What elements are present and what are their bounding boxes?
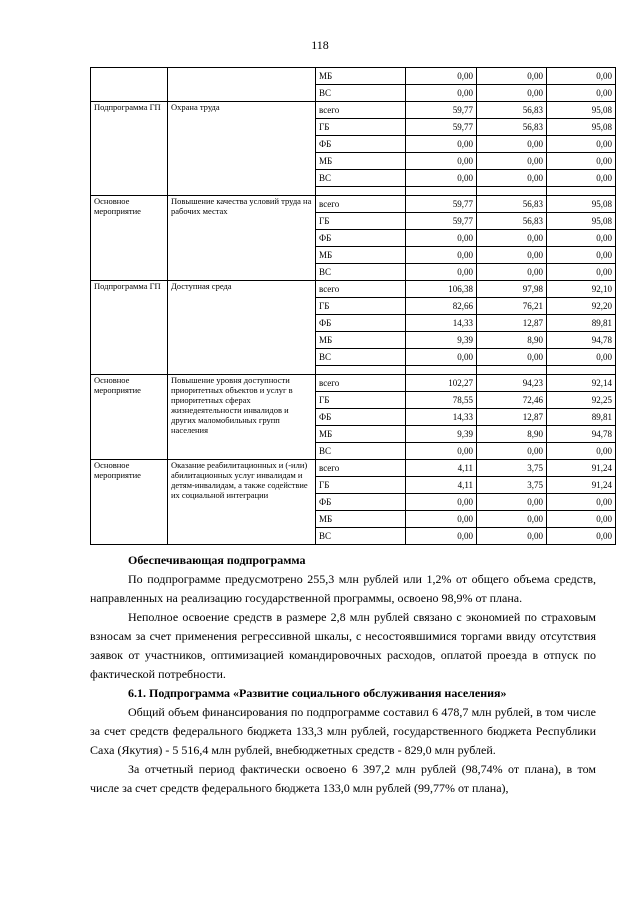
percent-cell: 92,14 bbox=[547, 375, 616, 392]
table-row bbox=[91, 375, 616, 392]
empty-cell bbox=[477, 187, 547, 196]
plan-value-cell: 0,00 bbox=[406, 528, 477, 545]
funding-source-cell: ФБ bbox=[316, 136, 406, 153]
percent-cell: 92,20 bbox=[547, 298, 616, 315]
percent-cell: 95,08 bbox=[547, 196, 616, 213]
plan-value-cell: 59,77 bbox=[406, 102, 477, 119]
percent-cell: 95,08 bbox=[547, 213, 616, 230]
paragraph-2: Неполное освоение средств в размере 2,8 млн рублей связано с экономией по страховым взносам за счет применения регрессивной шкалы, с несостоявшимися торгами ввиду отсутствия заявок от участников, оптимизацией командировочных расходов, оплатой проезда в отпуск по фактической потребности. bbox=[90, 610, 596, 681]
percent-cell: 0,00 bbox=[547, 247, 616, 264]
percent-cell: 0,00 bbox=[547, 153, 616, 170]
table-row bbox=[91, 102, 616, 119]
funding-source-cell: ФБ bbox=[316, 230, 406, 247]
plan-value-cell: 106,38 bbox=[406, 281, 477, 298]
funding-source-cell: всего bbox=[316, 196, 406, 213]
plan-value-cell: 4,11 bbox=[406, 460, 477, 477]
section-6-1-heading: 6.1. Подпрограмма «Развитие социального обслуживания населения» bbox=[128, 686, 507, 700]
percent-cell: 94,78 bbox=[547, 426, 616, 443]
funding-source-cell: ФБ bbox=[316, 409, 406, 426]
plan-value-cell: 0,00 bbox=[406, 443, 477, 460]
funding-source-cell: ФБ bbox=[316, 494, 406, 511]
percent-cell: 0,00 bbox=[547, 264, 616, 281]
actual-value-cell: 8,90 bbox=[477, 426, 547, 443]
actual-value-cell: 0,00 bbox=[477, 68, 547, 85]
percent-cell: 0,00 bbox=[547, 68, 616, 85]
percent-cell: 0,00 bbox=[547, 349, 616, 366]
percent-cell: 92,10 bbox=[547, 281, 616, 298]
funding-source-cell: МБ bbox=[316, 153, 406, 170]
empty-cell bbox=[406, 187, 477, 196]
plan-value-cell: 0,00 bbox=[406, 349, 477, 366]
plan-value-cell: 82,66 bbox=[406, 298, 477, 315]
empty-cell bbox=[547, 187, 616, 196]
table-row bbox=[91, 196, 616, 213]
empty-cell bbox=[477, 366, 547, 375]
program-type-cell: Основное мероприятие bbox=[91, 460, 168, 545]
program-type-cell: Основное мероприятие bbox=[91, 196, 168, 281]
plan-value-cell: 0,00 bbox=[406, 170, 477, 187]
actual-value-cell: 94,23 bbox=[477, 375, 547, 392]
actual-value-cell: 3,75 bbox=[477, 477, 547, 494]
actual-value-cell: 0,00 bbox=[477, 528, 547, 545]
funding-source-cell: ГБ bbox=[316, 392, 406, 409]
percent-cell: 0,00 bbox=[547, 170, 616, 187]
percent-cell: 95,08 bbox=[547, 102, 616, 119]
actual-value-cell: 0,00 bbox=[477, 170, 547, 187]
plan-value-cell: 0,00 bbox=[406, 136, 477, 153]
program-name-cell bbox=[168, 68, 316, 102]
empty-cell bbox=[316, 187, 406, 196]
plan-value-cell: 9,39 bbox=[406, 426, 477, 443]
funding-source-cell: ГБ bbox=[316, 298, 406, 315]
actual-value-cell: 12,87 bbox=[477, 409, 547, 426]
funding-source-cell: ВС bbox=[316, 264, 406, 281]
funding-source-cell: ВС bbox=[316, 443, 406, 460]
funding-source-cell: всего bbox=[316, 281, 406, 298]
actual-value-cell: 0,00 bbox=[477, 247, 547, 264]
program-name-cell: Оказание реабилитационных и (-или) абилитационных услуг инвалидам и детям-инвалидам, а также содействие их социальной интеграции bbox=[168, 460, 316, 545]
plan-value-cell: 0,00 bbox=[406, 230, 477, 247]
percent-cell: 0,00 bbox=[547, 443, 616, 460]
funding-source-cell: ГБ bbox=[316, 119, 406, 136]
funding-source-cell: ФБ bbox=[316, 315, 406, 332]
percent-cell: 0,00 bbox=[547, 528, 616, 545]
plan-value-cell: 14,33 bbox=[406, 315, 477, 332]
plan-value-cell: 4,11 bbox=[406, 477, 477, 494]
program-name-cell: Охрана труда bbox=[168, 102, 316, 196]
actual-value-cell: 0,00 bbox=[477, 511, 547, 528]
percent-cell: 0,00 bbox=[547, 494, 616, 511]
actual-value-cell: 56,83 bbox=[477, 196, 547, 213]
percent-cell: 89,81 bbox=[547, 409, 616, 426]
funding-source-cell: всего bbox=[316, 460, 406, 477]
actual-value-cell: 3,75 bbox=[477, 460, 547, 477]
plan-value-cell: 0,00 bbox=[406, 264, 477, 281]
percent-cell: 95,08 bbox=[547, 119, 616, 136]
plan-value-cell: 0,00 bbox=[406, 511, 477, 528]
funding-source-cell: ГБ bbox=[316, 477, 406, 494]
actual-value-cell: 0,00 bbox=[477, 230, 547, 247]
plan-value-cell: 59,77 bbox=[406, 196, 477, 213]
table-row bbox=[91, 460, 616, 477]
funding-source-cell: ГБ bbox=[316, 213, 406, 230]
actual-value-cell: 0,00 bbox=[477, 349, 547, 366]
empty-cell bbox=[406, 366, 477, 375]
plan-value-cell: 14,33 bbox=[406, 409, 477, 426]
funding-source-cell: МБ bbox=[316, 332, 406, 349]
percent-cell: 0,00 bbox=[547, 230, 616, 247]
program-name-cell: Повышение качества условий труда на рабочих местах bbox=[168, 196, 316, 281]
plan-value-cell: 9,39 bbox=[406, 332, 477, 349]
actual-value-cell: 12,87 bbox=[477, 315, 547, 332]
percent-cell: 0,00 bbox=[547, 136, 616, 153]
empty-cell bbox=[316, 366, 406, 375]
actual-value-cell: 0,00 bbox=[477, 136, 547, 153]
actual-value-cell: 0,00 bbox=[477, 85, 547, 102]
funding-source-cell: МБ bbox=[316, 68, 406, 85]
actual-value-cell: 56,83 bbox=[477, 213, 547, 230]
program-name-cell: Повышение уровня доступности приоритетных объектов и услуг в приоритетных сферах жизнедеятельности инвалидов и других маломобильных групп населения bbox=[168, 375, 316, 460]
plan-value-cell: 78,55 bbox=[406, 392, 477, 409]
empty-cell bbox=[547, 366, 616, 375]
percent-cell: 91,24 bbox=[547, 477, 616, 494]
plan-value-cell: 0,00 bbox=[406, 494, 477, 511]
percent-cell: 0,00 bbox=[547, 511, 616, 528]
financing-table bbox=[90, 67, 616, 545]
actual-value-cell: 0,00 bbox=[477, 264, 547, 281]
plan-value-cell: 0,00 bbox=[406, 85, 477, 102]
program-name-cell: Доступная среда bbox=[168, 281, 316, 375]
funding-source-cell: ВС bbox=[316, 528, 406, 545]
paragraph-1: По подпрограмме предусмотрено 255,3 млн рублей или 1,2% от общего объема средств, направленных на реализацию государственной программы, освоено 98,9% от плана. bbox=[90, 572, 596, 605]
actual-value-cell: 0,00 bbox=[477, 443, 547, 460]
percent-cell: 0,00 bbox=[547, 85, 616, 102]
body-text bbox=[90, 551, 596, 798]
percent-cell: 92,25 bbox=[547, 392, 616, 409]
table-row bbox=[91, 68, 616, 85]
funding-source-cell: МБ bbox=[316, 511, 406, 528]
funding-source-cell: МБ bbox=[316, 247, 406, 264]
actual-value-cell: 0,00 bbox=[477, 153, 547, 170]
plan-value-cell: 0,00 bbox=[406, 247, 477, 264]
percent-cell: 91,24 bbox=[547, 460, 616, 477]
funding-source-cell: всего bbox=[316, 102, 406, 119]
program-type-cell: Подпрограмма ГП bbox=[91, 281, 168, 375]
actual-value-cell: 72,46 bbox=[477, 392, 547, 409]
funding-source-cell: ВС bbox=[316, 349, 406, 366]
actual-value-cell: 56,83 bbox=[477, 102, 547, 119]
actual-value-cell: 56,83 bbox=[477, 119, 547, 136]
funding-source-cell: ВС bbox=[316, 85, 406, 102]
program-type-cell: Основное мероприятие bbox=[91, 375, 168, 460]
actual-value-cell: 8,90 bbox=[477, 332, 547, 349]
percent-cell: 94,78 bbox=[547, 332, 616, 349]
support-subprogram-heading: Обеспечивающая подпрограмма bbox=[128, 553, 306, 567]
paragraph-3: Общий объем финансирования по подпрограмме составил 6 478,7 млн рублей, в том числе за счет средств федерального бюджета 133,3 млн рублей, государственного бюджета Республики Саха (Якутия) - 5 516,4 млн рублей, внебюджетных средств - 829,0 млн рублей. bbox=[90, 705, 596, 757]
funding-source-cell: МБ bbox=[316, 426, 406, 443]
funding-source-cell: всего bbox=[316, 375, 406, 392]
program-type-cell: Подпрограмма ГП bbox=[91, 102, 168, 196]
plan-value-cell: 59,77 bbox=[406, 213, 477, 230]
program-type-cell bbox=[91, 68, 168, 102]
actual-value-cell: 97,98 bbox=[477, 281, 547, 298]
plan-value-cell: 0,00 bbox=[406, 153, 477, 170]
paragraph-4: За отчетный период фактически освоено 6 397,2 млн рублей (98,74% от плана), в том числе за счет средств федерального бюджета 133,0 млн рублей (99,77% от плана), bbox=[90, 762, 596, 795]
plan-value-cell: 0,00 bbox=[406, 68, 477, 85]
percent-cell: 89,81 bbox=[547, 315, 616, 332]
funding-source-cell: ВС bbox=[316, 170, 406, 187]
actual-value-cell: 0,00 bbox=[477, 494, 547, 511]
table-row bbox=[91, 281, 616, 298]
actual-value-cell: 76,21 bbox=[477, 298, 547, 315]
plan-value-cell: 102,27 bbox=[406, 375, 477, 392]
plan-value-cell: 59,77 bbox=[406, 119, 477, 136]
page-number: 118 bbox=[311, 38, 329, 52]
